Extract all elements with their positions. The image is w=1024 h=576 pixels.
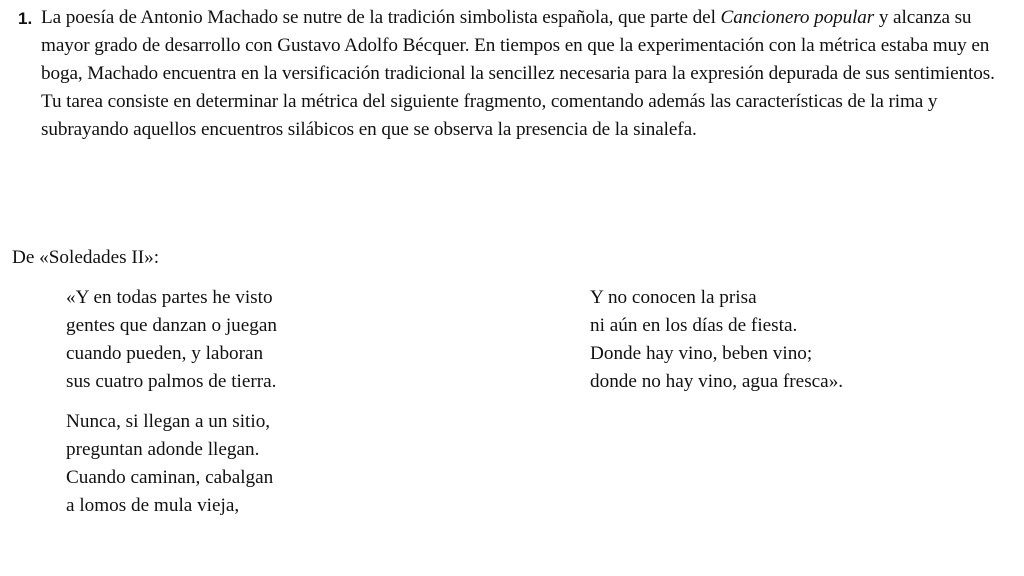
poem-stanza-3	[590, 284, 843, 396]
statement-text-end: y alcanza su mayor grado de desarrollo con Gustavo Adolfo Bécquer. En tiempos en que la experimentación con la métrica estaba muy en boga, Machado encuentra en la versificación tradicional la sencillez necesaria para la expresión depurada de sus sentimientos. Tu tarea consiste en determinar la métrica del siguiente fragmento, comentando además las características de la rima y subrayando aquellos encuentros silábicos en que se observa la presencia de la sinalefa.	[41, 7, 995, 140]
verse-line: donde no hay vino, agua fresca».	[590, 371, 844, 392]
verse-line: Nunca, si llegan a un sitio,	[66, 411, 271, 432]
verse-line: a lomos de mula vieja,	[66, 495, 240, 516]
poem-stanza-1	[66, 284, 277, 396]
verse-line: Y no conocen la prisa	[590, 287, 757, 308]
verse-line: preguntan adonde llegan.	[66, 439, 260, 460]
statement-text-start: La poesía de Antonio Machado se nutre de la tradición simbolista española, que parte del	[41, 7, 721, 28]
poem-stanza-2	[66, 408, 273, 520]
poem-source-title: De «Soledades II»:	[12, 247, 160, 268]
verse-line: Cuando caminan, cabalgan	[66, 467, 274, 488]
verse-line: Donde hay vino, beben vino;	[590, 343, 813, 364]
verse-line: gentes que danzan o juegan	[66, 315, 277, 336]
verse-line: sus cuatro palmos de tierra.	[66, 371, 277, 392]
verse-line: «Y en todas partes he visto	[66, 287, 273, 308]
statement-italic-title: Cancionero popular	[720, 7, 875, 28]
exercise-number: 1.	[18, 9, 33, 28]
exercise-1	[18, 4, 1008, 144]
exercise-statement	[18, 4, 1008, 144]
verse-line: cuando pueden, y laboran	[66, 343, 264, 364]
verse-line: ni aún en los días de fiesta.	[590, 315, 798, 336]
